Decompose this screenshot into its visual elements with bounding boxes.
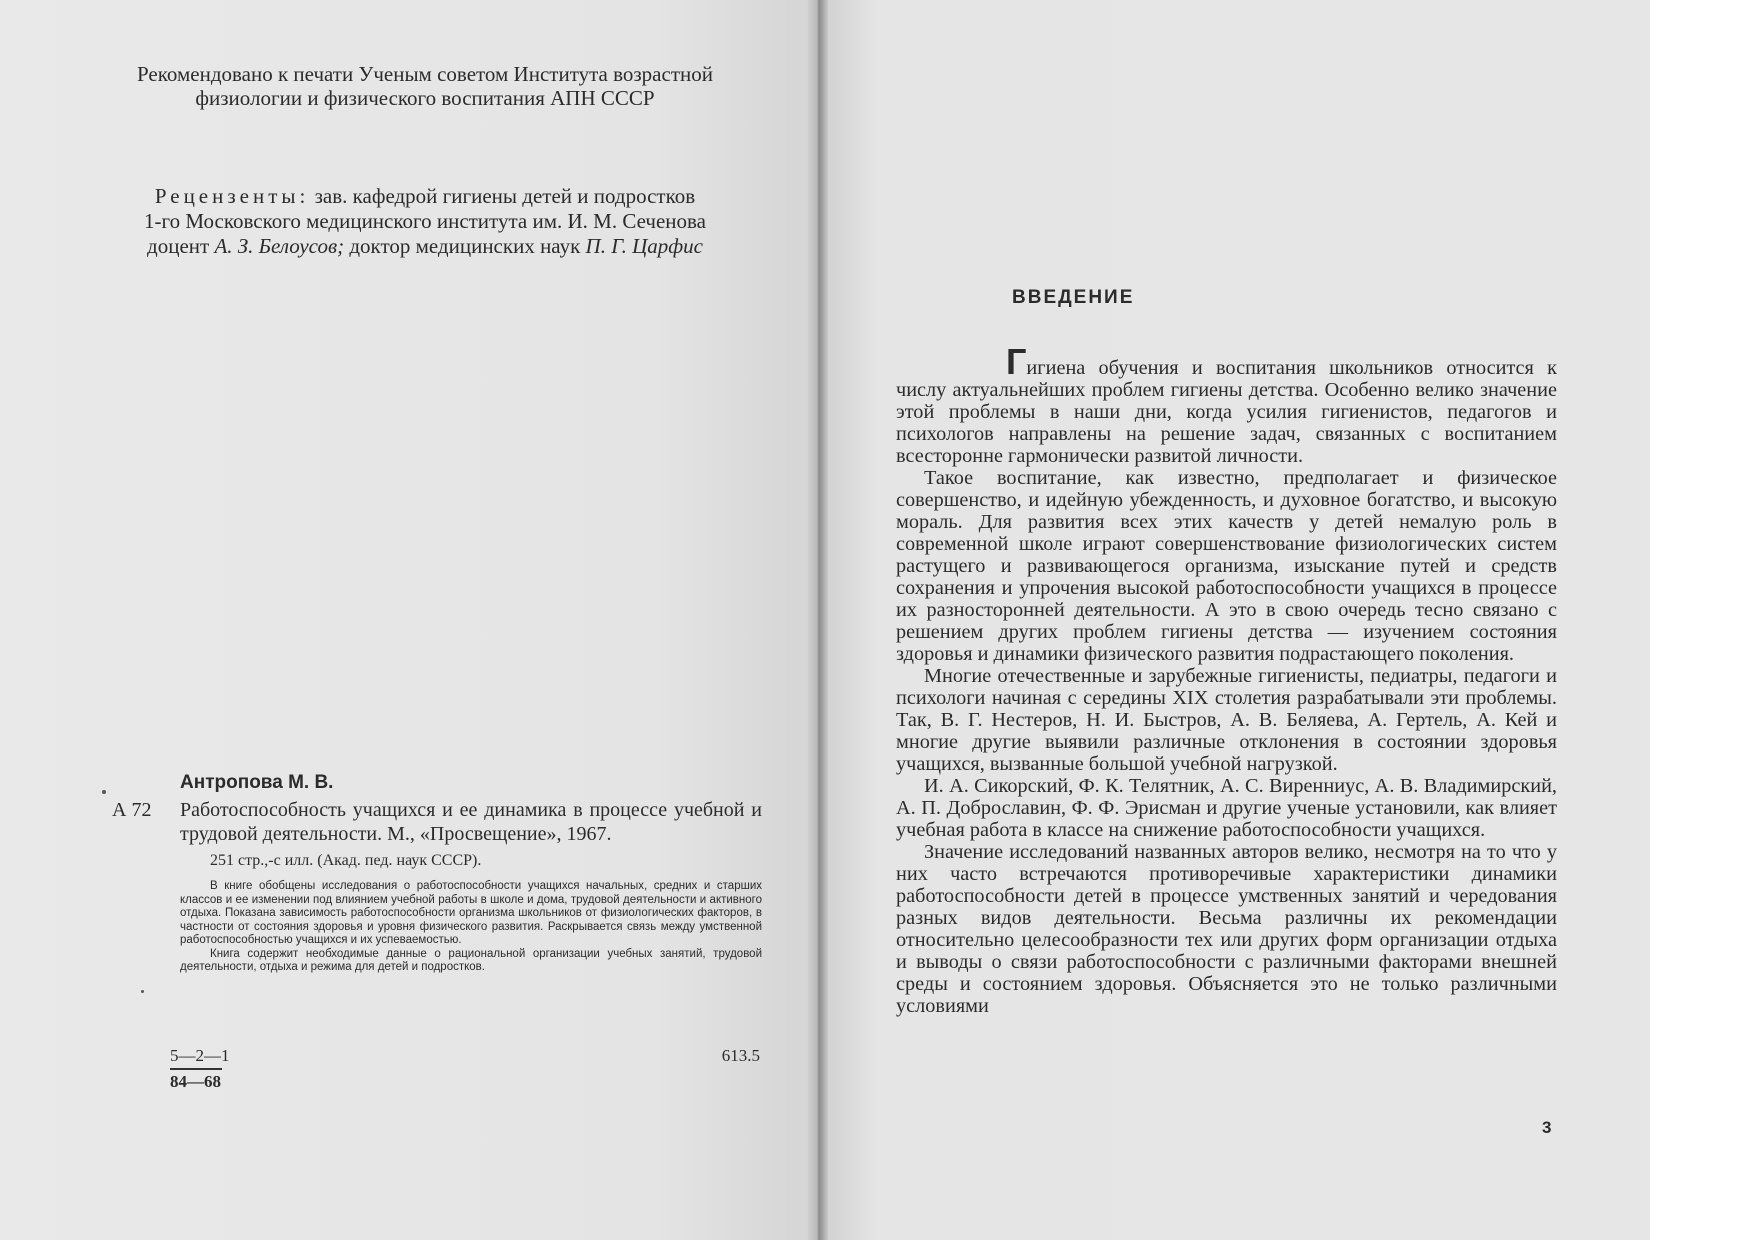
recommendation-line-1: Рекомендовано к печати Ученым советом Института возрастной — [137, 62, 713, 86]
introduction-text — [896, 341, 1557, 1017]
drop-cap: Г — [1006, 341, 1027, 382]
reviewers-line-1: зав. кафедрой гигиены детей и подростков — [314, 184, 696, 208]
paragraph-3: Многие отечественные и зарубежные гигиенисты, педиатры, педагоги и психологи начиная с середины XIX столетия разрабатывали эти проблемы. Так, В. Г. Нестеров, Н. И. Быстров, А. В. Беляева, А. Гертель, А. Кей и многие другие выявили различные отклонения в состоянии здоровья учащихся, вызванные большой учебной нагрузкой. — [896, 665, 1557, 775]
left-page — [0, 0, 820, 1240]
annotation-paragraph-2: Книга содержит необходимые данные о рациональной организации учебных занятий, трудовой деятельности, отдыха и режима для детей и подростков. — [180, 947, 762, 973]
scan-margin — [1650, 0, 1754, 1240]
reviewers-degree: доктор медицинских наук — [349, 234, 581, 258]
paragraph-4: И. А. Сикорский, Ф. К. Телятник, А. С. Виренниус, А. В. Владимирский, А. П. Доброславин, Ф. Ф. Эрисман и другие ученые установили, как влияет учебная работа в классе на снижение работоспособности учащихся. — [896, 775, 1557, 841]
recommendation-line-2: физиологии и физического воспитания АПН СССР — [195, 86, 655, 110]
reviewers-block — [90, 184, 760, 259]
index-numerator: 5—2—1 — [170, 1046, 230, 1065]
print-speck — [141, 990, 144, 993]
paragraph-1 — [896, 341, 1557, 467]
catalog-author: Антропова М. В. — [180, 772, 334, 793]
book-gutter — [808, 0, 828, 1240]
chapter-heading: ВВЕДЕНИЕ — [1012, 287, 1135, 308]
catalog-title: Работоспособность учащихся и ее динамика в процессе учебной и трудовой деятельности. М., «Просвещение», 1967. — [180, 799, 762, 845]
reviewers-prefix: доцент — [147, 234, 210, 258]
recommendation-note — [90, 62, 760, 110]
reviewer-belousov: А. З. Белоусов; — [214, 234, 345, 258]
paragraph-2: Такое воспитание, как известно, предполагает и физическое совершенство, и идейную убежденность, и духовное богатство, и высокую мораль. Для развития всех этих качеств у детей немалую роль в современной школе играют совершенствование физиологических систем растущего и развивающегося организма, изыскание путей и средств сохранения и упрочения высокой работоспособности учащихся в процессе их разносторонней деятельности. А это в свою очередь тесно связано с решением других проблем гигиены детства — изучением состояния здоровья и динамики физического развития подрастающего поколения. — [896, 467, 1557, 665]
paragraph-1-text: игиена обучения и воспитания школьников относится к числу актуальнейших проблем гигиены детства. Особенно велико значение этой проблемы в наши дни, когда усилия гигиенистов, педагогов и психологов направлены на решение задач, связанных с воспитанием всесторонне гармонически развитой личности. — [896, 357, 1557, 467]
reviewer-tsarfis: П. Г. Царфис — [585, 234, 703, 258]
index-denominator: 84—68 — [170, 1068, 222, 1094]
publisher-index — [170, 1044, 760, 1094]
annotation-paragraph-1: В книге обобщены исследования о работоспособности учащихся начальных, средних и старших классов и ее изменении под влиянием учебной работы в школе и дома, трудовой деятельности и активного отдыха. Показана зависимость работоспособности организма школьников от физиологических факторов, в частности от состояния здоровья и уровня физического развития. Раскрывается связь между умственной работоспособностью учащихся и их успеваемостью. — [180, 880, 762, 946]
reviewers-label: Рецензенты: — [154, 184, 310, 208]
udc-code: 613.5 — [721, 1046, 760, 1065]
catalog-code: А 72 — [112, 799, 152, 821]
reviewers-line-2: 1-го Московского медицинского института им. И. М. Сеченова — [144, 209, 706, 233]
catalog-card — [112, 772, 762, 975]
publication-codes — [170, 1044, 760, 1094]
print-speck — [102, 790, 106, 794]
catalog-pages: 251 стр.,-с илл. (Акад. пед. наук СССР). — [210, 852, 482, 869]
paragraph-5: Значение исследований названных авторов велико, несмотря на то что у них часто встречаются противоречивые характеристики динамики работоспособности детей в процессе умственных занятий и чередования разных видов деятельности. Весьма различны их рекомендации относительно целесообразности тех или других форм организации отдыха и выводы о связи работоспособности с различными факторами внешней среды и состоянием здоровья. Объясняется это не только различными условиями — [896, 841, 1557, 1017]
page-number: 3 — [1542, 1118, 1552, 1137]
catalog-annotation — [180, 880, 762, 975]
